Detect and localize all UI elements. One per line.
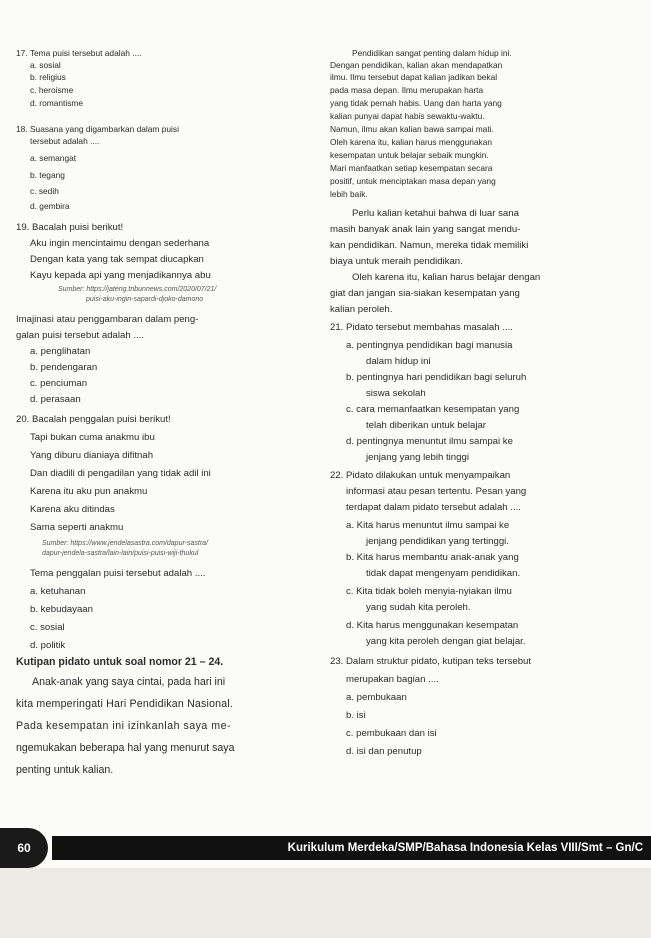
text-line: dapur-jendela-sastra/lain-lain/puisi-puisi-wiji-thukul (42, 550, 199, 557)
text-line: 17. Tema puisi tersebut adalah .... (16, 48, 142, 58)
text-line: galan puisi tersebut adalah .... (16, 330, 145, 341)
excerpt-line: Anak-anak yang saya cintai, pada hari ini (32, 676, 226, 688)
text-line: Tapi bukan cuma anakmu ibu (30, 432, 155, 443)
text-line: masih banyak anak lain yang sangat mendu- (330, 224, 521, 235)
text-line: d. politik (30, 640, 66, 651)
text-line: a. Kita harus menuntut ilmu sampai ke (346, 520, 510, 531)
book-title-bar (52, 836, 651, 860)
text-line: c. pembukaan dan isi (346, 728, 437, 739)
text-line: ilmu. Ilmu tersebut dapat kalian jadikan bekal (330, 72, 498, 82)
text-line: c. sedih (30, 186, 59, 196)
text-line: siswa sekolah (366, 388, 426, 399)
text-line: a. ketuhanan (30, 586, 86, 597)
text-line: 20. Bacalah penggalan puisi berikut! (16, 414, 171, 425)
text-line: c. penciuman (30, 378, 88, 389)
text-line: Sumber: https://jateng.tribunnews.com/2020/07/21/ (58, 286, 217, 293)
text-line: Namun, ilmu akan kalian bawa sampai mati. (330, 124, 494, 134)
text-line: puisi-aku-ingin-sapardi-djoko-damono (86, 296, 204, 303)
text-line: yang kita peroleh dengan giat belajar. (366, 636, 526, 647)
text-line: dalam hidup ini (366, 356, 431, 367)
text-line: Dengan kata yang tak sempat diucapkan (30, 254, 204, 265)
text-line: 19. Bacalah puisi berikut! (16, 222, 124, 233)
text-line: jenjang pendidikan yang tertinggi. (366, 536, 509, 547)
text-line: d. pentingnya menuntut ilmu sampai ke (346, 436, 513, 447)
text-line: 18. Suasana yang digambarkan dalam puisi (16, 124, 179, 134)
text-line: Aku ingin mencintaimu dengan sederhana (30, 238, 210, 249)
text-line: a. pembukaan (346, 692, 407, 703)
text-line: b. pendengaran (30, 362, 98, 373)
text-line: Sumber: https://www.jendelasastra.com/dapur-sastra/ (42, 540, 209, 547)
text-line: positif, untuk menciptakan masa depan yang (330, 176, 496, 186)
text-line: Oleh karena itu, kalian harus menggunakan (330, 137, 493, 147)
text-line: a. semangat (30, 153, 77, 163)
text-line: c. sosial (30, 622, 65, 633)
text-line: b. religius (30, 72, 66, 82)
text-line: Tema penggalan puisi tersebut adalah .... (30, 568, 206, 579)
text-line: Karena aku ditindas (30, 504, 115, 515)
text-line: Kayu kepada api yang menjadikannya abu (30, 270, 211, 281)
text-line: d. gembira (30, 201, 70, 211)
text-line: b. pentingnya hari pendidikan bagi seluruh (346, 372, 527, 383)
page-number: 60 (0, 828, 48, 868)
text-line: d. romantisme (30, 98, 84, 108)
text-line: merupakan bagian .... (346, 674, 439, 685)
text-line: b. kebudayaan (30, 604, 93, 615)
text-line: kan pendidikan. Namun, mereka tidak memiliki (330, 240, 529, 251)
text-line: b. tegang (30, 170, 65, 180)
excerpt-line: kita memperingati Hari Pendidikan Nasional. (16, 698, 234, 710)
text-line: Oleh karena itu, kalian harus belajar dengan (352, 272, 541, 283)
text-line: Sama seperti anakmu (30, 522, 124, 533)
text-line: c. cara memanfaatkan kesempatan yang (346, 404, 520, 415)
text-line: tidak dapat mengenyam pendidikan. (366, 568, 521, 579)
text-line: 23. Dalam struktur pidato, kutipan teks tersebut (330, 656, 532, 667)
excerpt-line: Pada kesempatan ini izinkanlah saya me- (16, 720, 232, 732)
text-line: lebih baik. (330, 189, 368, 199)
text-line: giat dan jangan sia-siakan kesempatan yang (330, 288, 520, 299)
text-line: Karena itu aku pun anakmu (30, 486, 148, 497)
text-line: Yang diburu dianiaya difitnah (30, 450, 154, 461)
book-title: Kurikulum Merdeka/SMP/Bahasa Indonesia Kelas VIII/Smt – Gn/C (287, 842, 643, 854)
text-line: informasi atau pesan tertentu. Pesan yang (346, 486, 527, 497)
text-line: kalian peroleh. (330, 304, 393, 315)
text-line: c. heroisme (30, 85, 74, 95)
text-line: biaya untuk meraih pendidikan. (330, 256, 463, 267)
text-line: kalian punyai dapat habis sewaktu-waktu. (330, 111, 485, 121)
text-line: Dan diadili di pengadilan yang tidak adil ini (30, 468, 211, 479)
text-line: Pendidikan sangat penting dalam hidup ini. (352, 48, 512, 58)
text-line: d. perasaan (30, 394, 81, 405)
text-line: c. Kita tidak boleh menyia-nyiakan ilmu (346, 586, 512, 597)
text-line: Mari manfaatkan setiap kesempatan secara (330, 163, 493, 173)
text-line: a. pentingnya pendidikan bagi manusia (346, 340, 513, 351)
text-line: Dengan pendidikan, kalian akan mendapatkan (330, 60, 503, 70)
text-line: b. Kita harus membantu anak-anak yang (346, 552, 519, 563)
text-line: pada masa depan. Ilmu merupakan harta (330, 85, 484, 95)
text-line: yang sudah kita peroleh. (366, 602, 471, 613)
text-line: yang tidak pernah habis. Uang dan harta yang (330, 98, 502, 108)
page-footer (0, 828, 651, 868)
excerpt-line: penting untuk kalian. (16, 764, 114, 776)
text-line: 21. Pidato tersebut membahas masalah .... (330, 322, 513, 333)
text-line: terdapat dalam pidato tersebut adalah .... (346, 502, 521, 513)
text-line: jenjang yang lebih tinggi (366, 452, 469, 463)
text-line: d. isi dan penutup (346, 746, 422, 757)
text-line: kesempatan untuk belajar sebaik mungkin. (330, 150, 489, 160)
excerpt-line: ngemukakan beberapa hal yang menurut saya (16, 742, 235, 754)
text-line: 22. Pidato dilakukan untuk menyampaikan (330, 470, 511, 481)
text-line: b. isi (346, 710, 366, 721)
text-line: a. sosial (30, 60, 61, 70)
text-line: d. Kita harus menggunakan kesempatan (346, 620, 519, 631)
text-line: tersebut adalah .... (30, 136, 100, 146)
excerpt-heading: Kutipan pidato untuk soal nomor 21 – 24. (16, 656, 224, 668)
text-line: a. penglihatan (30, 346, 91, 357)
text-line: Imajinasi atau penggambaran dalam peng- (16, 314, 199, 325)
text-line: telah diberikan untuk belajar (366, 420, 487, 431)
page-bottom-margin (0, 868, 651, 938)
text-line: Perlu kalian ketahui bahwa di luar sana (352, 208, 519, 219)
